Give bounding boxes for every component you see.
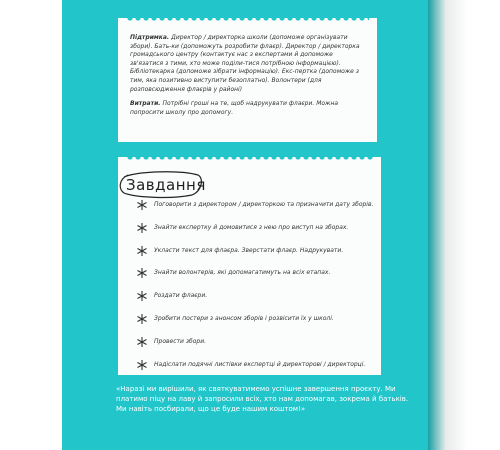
task-label: Укласти текст для флаєра. Зверстати флаєр. Надрукувати. (154, 246, 344, 254)
task-label: Знайти експертку й домовитися з нею про виступ на зборах. (154, 223, 349, 231)
costs-paragraph (130, 100, 364, 117)
task-label: Зробити постери з анонсом зборів і розвісити їх у школі. (154, 314, 334, 322)
notepad-card-support (118, 18, 377, 142)
task-label: Роздати флаєри. (154, 292, 208, 300)
asterisk-icon (136, 290, 148, 302)
list-item (136, 269, 376, 292)
task-label: Знайти волонтерів, які допомагатимуть на всіх етапах. (154, 269, 331, 277)
costs-text: Потрібні гроші на те, щоб надрукувати флаєри. Можна попросити школу про допомогу. (130, 100, 339, 116)
list-item (136, 315, 376, 338)
quote-text: «Наразі ми вирішили, як святкуватимемо успішне завершення проєкту. Ми платимо піцу на лаву й запросили всіх, хто нам допомагав, зокрема й батьків. Ми навіть посбирали, що це буде нашим коштом!» (116, 385, 409, 413)
asterisk-icon (136, 359, 148, 371)
support-paragraph (130, 34, 364, 94)
asterisk-icon (136, 313, 148, 325)
list-item (136, 224, 376, 247)
list-item (136, 201, 376, 224)
list-item (136, 247, 376, 270)
asterisk-icon (136, 336, 148, 348)
task-list (136, 201, 376, 383)
costs-label: Витрати. (130, 100, 161, 108)
asterisk-icon (136, 267, 148, 279)
tasks-title: Завдання (126, 176, 206, 194)
task-label: Провести збори. (154, 337, 206, 345)
asterisk-icon (136, 222, 148, 234)
notepad-holes (126, 15, 369, 21)
tasks-title-badge (118, 169, 206, 197)
task-label: Надіслати подячні листівки експертці й директорові / директорці. (154, 360, 366, 368)
notepad-holes (126, 154, 373, 160)
list-item (136, 338, 376, 361)
asterisk-icon (136, 245, 148, 257)
book-spine (428, 0, 500, 450)
support-text-block (130, 34, 364, 123)
asterisk-icon (136, 199, 148, 211)
support-label: Підтримка. (130, 34, 170, 41)
list-item (136, 361, 376, 384)
support-text: Директор / директорка школи (допоможе організувати збори). Бать-ки (допоможуть розробити флаєр). Директор / директорка громадського центру (контактує нас з експертами й допоможе зв'язатися з тими, хто може поділи-тися потрібною інформацією). Бібліотекарка (допоможе зібрати інформацію). Екс-пертка (допоможе з тим, яка позитивно виступити безоплатно). Волонтери (для розповсюдження флаєрів у районі) (130, 34, 360, 93)
task-label: Поговорити з директором / директоркою та призначити дату зборів. (154, 201, 374, 208)
notepad-card-tasks (118, 157, 381, 375)
list-item (136, 292, 376, 315)
